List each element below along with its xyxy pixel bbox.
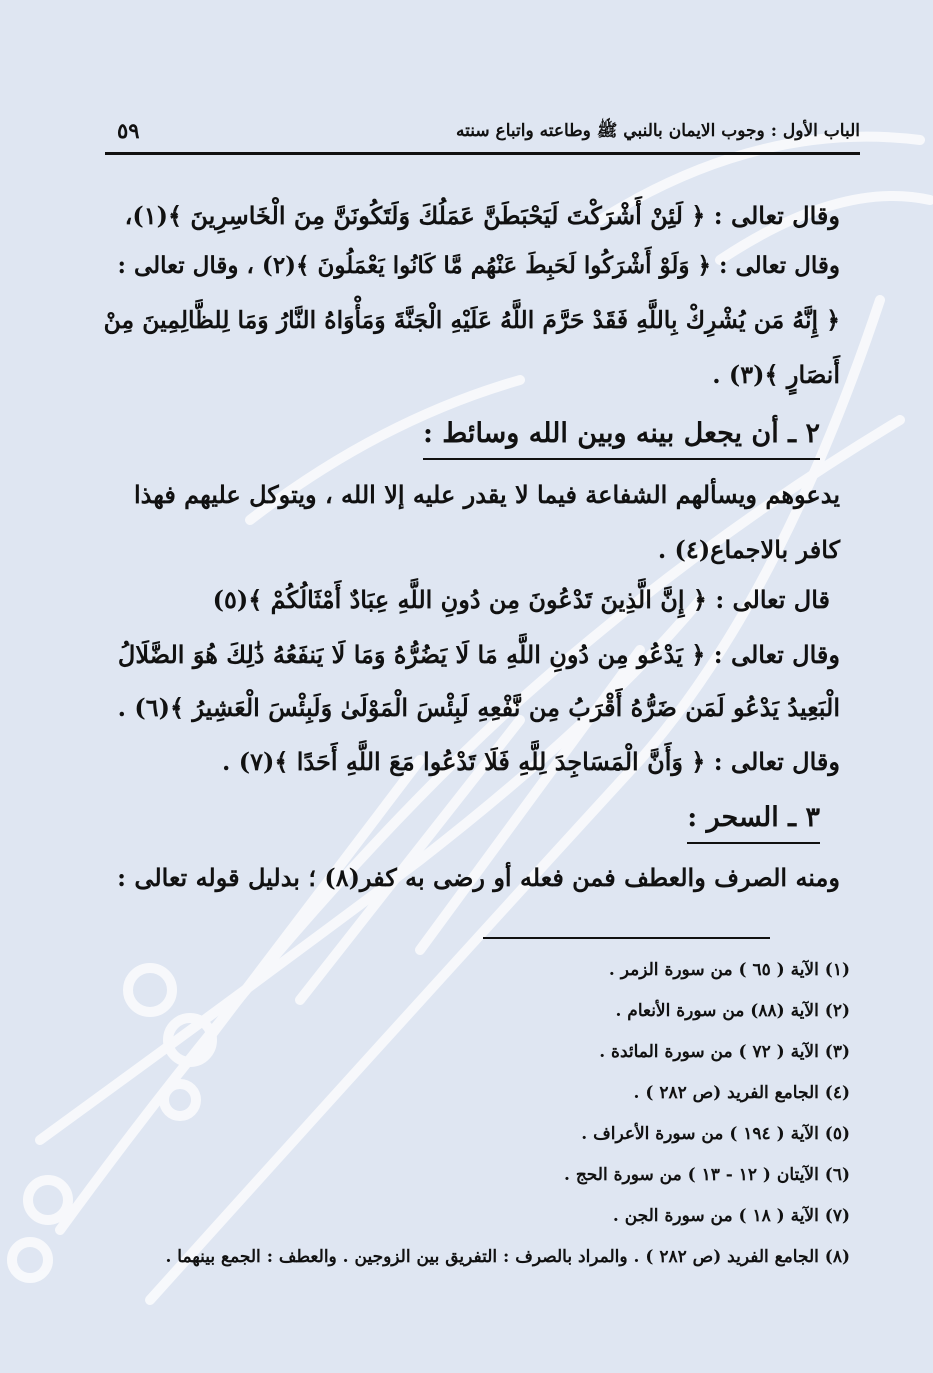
text-line-8: وقال تعالى : ﴿ يَدْعُو مِن دُونِ اللَّهِ مَا لَا يَضُرُّهُ وَمَا لَا يَنفَعُهُ ذَٰلِكَ هُوَ الضَّلَالُ [117,640,840,669]
text-line-11: ومنه الصرف والعطف فمن فعله أو رضى به كفر(٨) ؛ بدليل قوله تعالى : [117,863,840,892]
footnote-1: (١) الآية ( ٦٥ ) من سورة الزمر . [608,960,850,980]
text-line-5: يدعوهم ويسألهم الشفاعة فيما لا يقدر عليه إلا الله ، ويتوكل عليهم فهذا [134,480,840,509]
text-line-4: أَنصَارٍ ﴾(٣) . [712,360,840,389]
header-title: الباب الأول : وجوب الايمان بالنبي ﷺ وطاعته واتباع سنته [456,121,860,141]
footnote-7: (٧) الآية ( ١٨ ) من سورة الجن . [612,1206,850,1226]
text-line-1: وقال تعالى : ﴿ لَئِنْ أَشْرَكْتَ لَيَحْبَطَنَّ عَمَلُكَ وَلَتَكُونَنَّ مِنَ الْخَاسِرِينَ ﴾(١)، [124,201,840,230]
text-line-9: الْبَعِيدُ يَدْعُو لَمَن ضَرُّهُ أَقْرَبُ مِن نَّفْعِهِ لَبِئْسَ الْمَوْلَىٰ وَلَبِئْسَ الْعَشِيرُ ﴾(٦) . [117,693,840,722]
footnote-5: (٥) الآية ( ١٩٤ ) من سورة الأعراف . [581,1124,850,1144]
footnote-divider [483,937,770,939]
running-header [105,116,860,155]
footnote-8: (٨) الجامع الفريد (ص ٢٨٢ ) . والمراد بالصرف : التفريق بين الزوجين . والعطف : الجمع بينهما . [165,1247,850,1267]
page-number: ٥٩ [117,118,140,143]
text-line-3: ﴿ إِنَّهُ مَن يُشْرِكْ بِاللَّهِ فَقَدْ حَرَّمَ اللَّهُ عَلَيْهِ الْجَنَّةَ وَمَأْوَاهُ النَّارُ وَمَا لِلظَّالِمِينَ مِنْ [103,306,840,334]
text-line-10: وقال تعالى : ﴿ وَأَنَّ الْمَسَاجِدَ لِلَّهِ فَلَا تَدْعُوا مَعَ اللَّهِ أَحَدًا ﴾(٧) . [222,747,840,776]
text-line-2: وقال تعالى : ﴿ وَلَوْ أَشْرَكُوا لَحَبِطَ عَنْهُم مَّا كَانُوا يَعْمَلُونَ ﴾(٢) ، وقال تعالى : [117,252,840,279]
main-text [100,190,840,890]
text-line-7: قال تعالى : ﴿ إِنَّ الَّذِينَ تَدْعُونَ مِن دُونِ اللَّهِ عِبَادٌ أَمْثَالُكُمْ ﴾(٥) [212,585,830,614]
footnote-2: (٢) الآية (٨٨) من سورة الأنعام . [615,1001,850,1021]
footnote-6: (٦) الآيتان ( ١٢ - ١٣ ) من سورة الحج . [563,1165,850,1185]
footnote-4: (٤) الجامع الفريد (ص ٢٨٢ ) . [633,1083,850,1103]
section-heading-2: ٢ ـ أن يجعل بينه وبين الله وسائط : [423,412,820,460]
footnote-3: (٣) الآية ( ٧٢ ) من سورة المائدة . [599,1042,850,1062]
text-line-6: كافر بالاجماع(٤) . [657,535,840,564]
section-heading-3: ٣ ـ السحر : [687,796,820,844]
